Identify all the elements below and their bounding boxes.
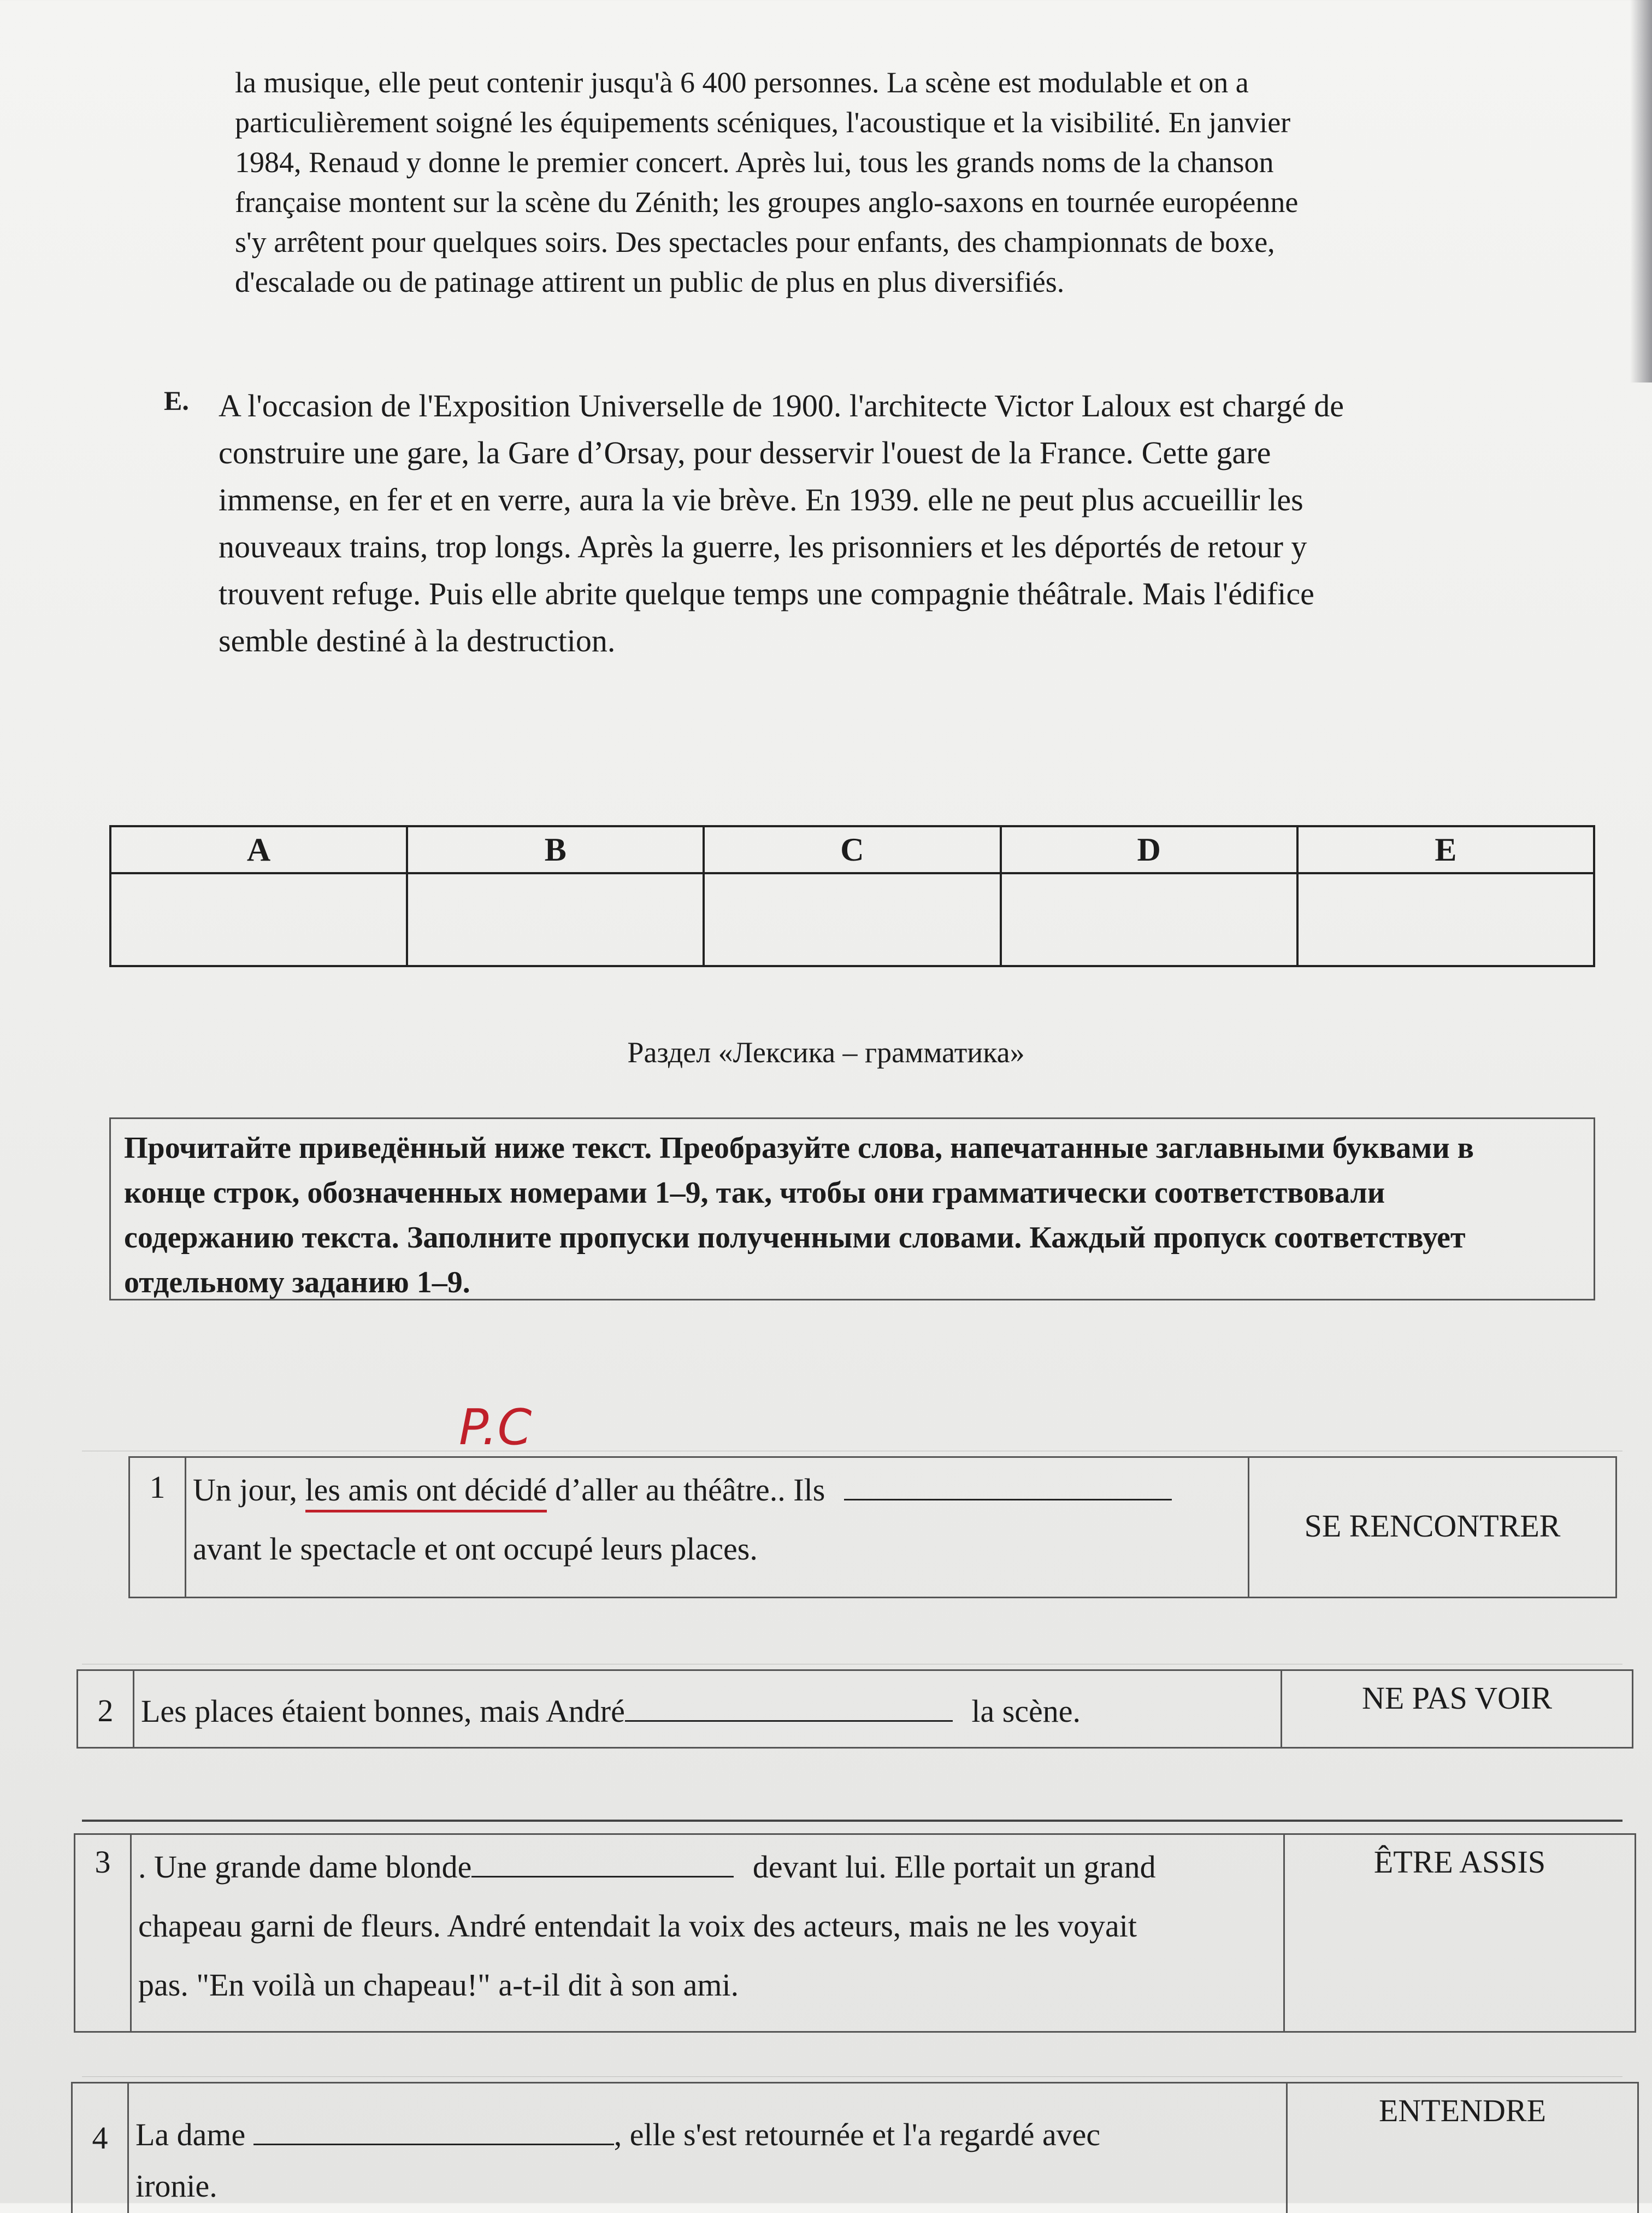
paragraph-line: nouveaux trains, trop longs. Après la guerre, les prisonniers et les déportés de retour y [219, 529, 1307, 564]
task-number: 2 [78, 1671, 134, 1747]
instruction-line: отдельному заданию 1–9. [124, 1266, 470, 1299]
task-text-segment: devant lui. Elle portait un grand [752, 1849, 1156, 1885]
paragraph-d [235, 63, 1508, 302]
task-3 [74, 1833, 1636, 2033]
answer-cell-d[interactable] [1001, 873, 1297, 966]
task-1 [128, 1456, 1617, 1598]
task-text-segment: . Une grande dame blonde [138, 1849, 472, 1885]
task-text-segment: , elle s'est retournée et l'a regardé avec [613, 2117, 1101, 2152]
answer-cell-e[interactable] [1297, 873, 1594, 966]
answer-cell-a[interactable] [110, 873, 407, 966]
answer-blank[interactable] [253, 2114, 614, 2145]
answer-table-header: D [1001, 826, 1297, 873]
paragraph-line: s'y arrêtent pour quelques soirs. Des spectacles pour enfants, des championnats de boxe, [235, 226, 1275, 258]
task-keyword: ÊTRE ASSIS [1283, 1835, 1635, 2031]
task-number: 4 [73, 2083, 129, 2213]
paragraph-e-text [219, 382, 1530, 664]
answer-blank[interactable] [471, 1846, 734, 1877]
task-text [135, 2105, 1260, 2208]
task-2 [76, 1669, 1633, 1749]
answer-table-answer-row [110, 873, 1594, 966]
paragraph-line: la musique, elle peut contenir jusqu'à 6 400 personnes. La scène est modulable et on a [235, 66, 1249, 99]
section-title: Раздел «Лексика – грамматика» [627, 1036, 1025, 1069]
task-line: ironie. [135, 2168, 217, 2204]
task-text [193, 1461, 1238, 1579]
task-4 [71, 2082, 1639, 2213]
paragraph-e [164, 382, 1530, 664]
instruction-box [109, 1117, 1595, 1300]
divider-line [82, 2076, 1622, 2077]
task-text-segment: la scène. [971, 1693, 1081, 1729]
paragraph-line: immense, en fer et en verre, aura la vie brève. En 1939. elle ne peut plus accueillir les [219, 482, 1303, 517]
task-text-segment: Les places étaient bonnes, mais André [141, 1693, 625, 1729]
task-line [135, 2105, 1260, 2164]
answer-table-header-row [110, 826, 1594, 873]
handwritten-underline: les amis ont décidé [305, 1472, 547, 1512]
instruction-line: конце строк, обозначенных номерами 1–9, так, чтобы они грамматически соответствовали [124, 1176, 1385, 1210]
answer-cell-b[interactable] [407, 873, 704, 966]
task-number: 3 [75, 1835, 132, 2031]
answer-table-header: C [704, 826, 1000, 873]
page-edge-shadow [1630, 0, 1652, 382]
paragraph-letter: E. [164, 385, 189, 416]
handwritten-note: P.C [459, 1399, 532, 1456]
task-text-segment: La dame [135, 2117, 246, 2152]
task-line [193, 1461, 1238, 1520]
answer-table-header: E [1297, 826, 1594, 873]
divider-line [82, 1820, 1622, 1822]
paragraph-line: 1984, Renaud y donne le premier concert. Après lui, tous les grands noms de la chanson [235, 146, 1274, 179]
paragraph-line: semble destiné à la destruction. [219, 623, 616, 658]
task-line: chapeau garni de fleurs. André entendait la voix des acteurs, mais ne les voyait [138, 1908, 1137, 1944]
answer-cell-c[interactable] [704, 873, 1000, 966]
paragraph-line: trouvent refuge. Puis elle abrite quelque temps une compagnie théâtrale. Mais l'édifice [219, 576, 1314, 611]
paragraph-line: construire une gare, la Gare d’Orsay, pour desservir l'ouest de la France. Cette gare [219, 435, 1271, 470]
instruction-line: Прочитайте приведённый ниже текст. Преобразуйте слова, напечатанные заглавными буквами в [124, 1131, 1474, 1165]
task-text [138, 1838, 1258, 2015]
answer-blank[interactable] [844, 1469, 1172, 1500]
answer-table-header: A [110, 826, 407, 873]
paragraph-line: d'escalade ou de patinage attirent un public de plus en plus diversifiés. [235, 266, 1065, 298]
task-keyword: ENTENDRE [1286, 2083, 1637, 2213]
instruction-line: содержанию текста. Заполните пропуски полученными словами. Каждый пропуск соответствует [124, 1221, 1466, 1255]
answer-table [109, 825, 1595, 967]
task-line: pas. "En voilà un chapeau!" a-t-il dit à son ami. [138, 1967, 739, 2003]
task-keyword: NE PAS VOIR [1281, 1671, 1632, 1747]
task-line: avant le spectacle et ont occupé leurs places. [193, 1531, 758, 1567]
answer-table-header: B [407, 826, 704, 873]
task-text-segment: Un jour, [193, 1472, 305, 1508]
task-text-segment: d’aller au théâtre.. Ils [547, 1472, 825, 1508]
paragraph-line: particulièrement soigné les équipements scéniques, l'acoustique et la visibilité. En janvier [235, 106, 1291, 139]
paragraph-line: française montent sur la scène du Zénith; les groupes anglo-saxons en tournée européenne [235, 186, 1299, 219]
task-line [138, 1838, 1258, 1897]
task-keyword: SE RENCONTRER [1248, 1458, 1615, 1597]
task-number: 1 [130, 1458, 186, 1597]
paragraph-line: A l'occasion de l'Exposition Universelle de 1900. l'architecte Victor Laloux est chargé de [219, 388, 1344, 423]
task-text [141, 1682, 1255, 1741]
answer-blank[interactable] [625, 1690, 953, 1722]
